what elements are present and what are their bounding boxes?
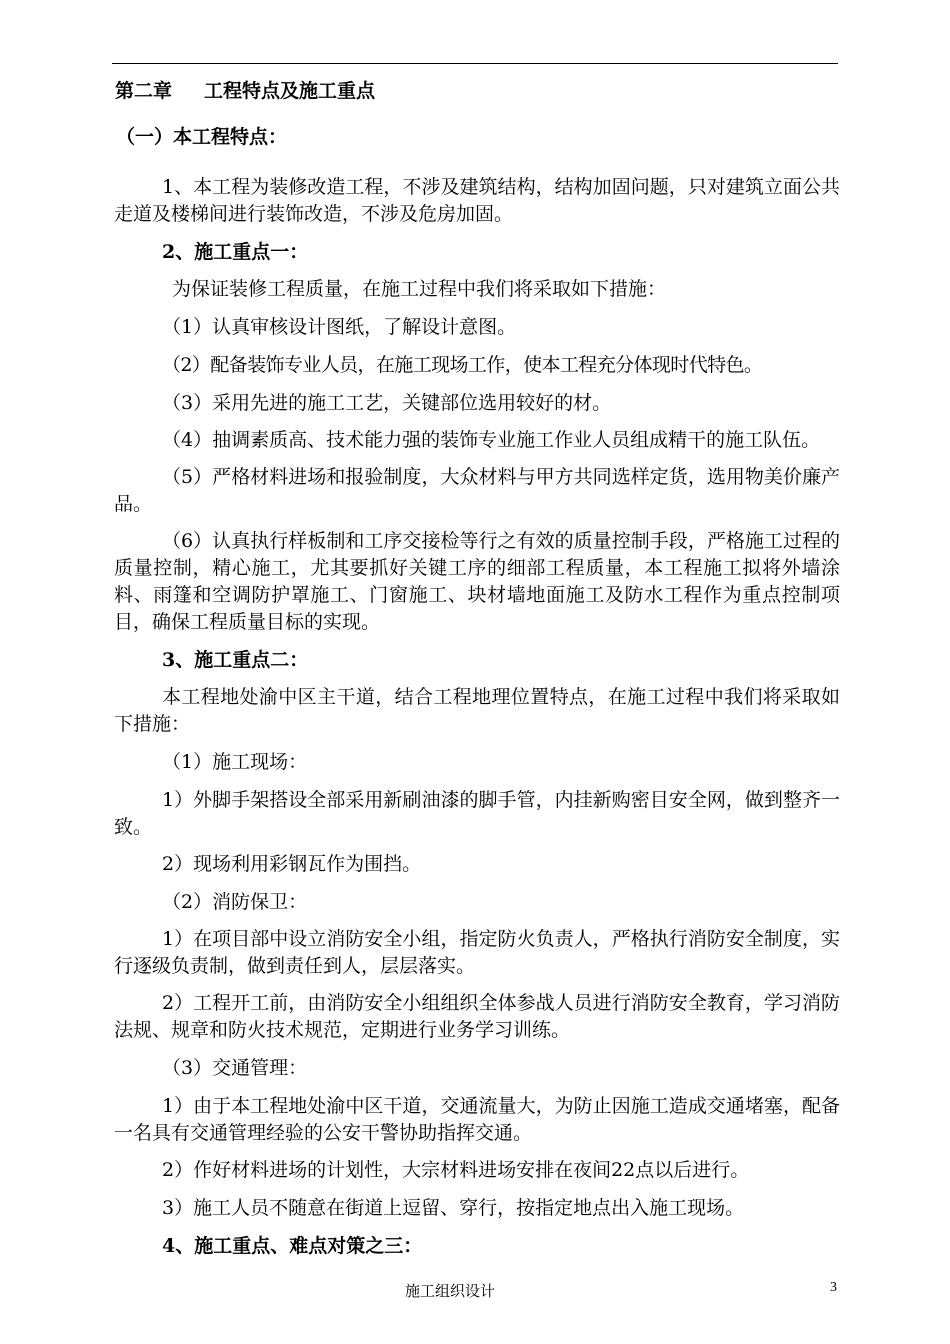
subheading: 3、施工重点二： <box>162 649 309 671</box>
body-text <box>114 124 840 1260</box>
list-item: 2）作好材料进场的计划性，大宗材料进场安排在夜间22点以后进行。 <box>162 1159 750 1181</box>
list-item: 1）在项目部中设立消防安全小组，指定防火负责人，严格执行消防安全制度，实行逐级负责制，做到责任到人，层层落实。 <box>114 928 840 977</box>
header-rule <box>112 63 838 64</box>
list-item: （1）施工现场： <box>162 751 308 773</box>
list-item: （1）认真审核设计图纸，了解设计意图。 <box>162 316 517 338</box>
list-item: 1）外脚手架搭设全部采用新刷油漆的脚手管，内挂新购密目安全网，做到整齐一致。 <box>114 789 840 838</box>
list-item: （4）抽调素质高、技术能力强的装饰专业施工作业人员组成精干的施工队伍。 <box>162 429 821 451</box>
chapter-number: 第二章 <box>115 80 173 102</box>
list-item: 2）工程开工前，由消防安全小组组织全体参战人员进行消防安全教育，学习消防法规、规章和防火技术规范，定期进行业务学习训练。 <box>114 992 840 1041</box>
list-item: （2）配备装饰专业人员，在施工现场工作，使本工程充分体现时代特色。 <box>162 354 763 376</box>
list-item: 1）由于本工程地处渝中区干道，交通流量大，为防止因施工造成交通堵塞，配备一名具有交通管理经验的公安干警协助指挥交通。 <box>114 1095 840 1144</box>
subheading: 2、施工重点一： <box>162 241 309 263</box>
list-item: 2）现场利用彩钢瓦作为围挡。 <box>162 853 422 875</box>
list-item: （3）采用先进的施工工艺，关键部位选用较好的材。 <box>162 392 612 414</box>
list-item: （2）消防保卫： <box>162 891 308 913</box>
list-item: （5）严格材料进场和报验制度，大众材料与甲方共同选样定货，选用物美价廉产品。 <box>114 466 840 515</box>
list-item: （3）交通管理： <box>162 1057 308 1079</box>
paragraph: 本工程地处渝中区主干道，结合工程地理位置特点，在施工过程中我们将采取如下措施： <box>114 686 840 735</box>
subheading: 4、施工重点、难点对策之三： <box>162 1235 423 1257</box>
footer-title: 施工组织设计 <box>405 1282 496 1300</box>
chapter-title: 工程特点及施工重点 <box>204 80 376 102</box>
list-item: 3）施工人员不随意在街道上逗留、穿行，按指定地点出入施工现场。 <box>162 1197 745 1219</box>
list-item: （6）认真执行样板制和工序交接检等行之有效的质量控制手段，严格施工过程的质量控制，精心施工，尤其要抓好关键工序的细部工程质量，本工程施工拟将外墙涂料、雨篷和空调防护罩施工、门窗施工、块材墙地面施工及防水工程作为重点控制项目，确保工程质量目标的实现。 <box>114 530 840 633</box>
page-number: 3 <box>830 1280 837 1295</box>
paragraph: 为保证装修工程质量，在施工过程中我们将采取如下措施： <box>172 278 667 300</box>
section-heading: （一）本工程特点： <box>116 126 288 148</box>
paragraph: 1、本工程为装修改造工程，不涉及建筑结构，结构加固问题，只对建筑立面公共走道及楼梯间进行装饰改造，不涉及危房加固。 <box>114 176 840 225</box>
chapter-heading <box>115 76 375 103</box>
